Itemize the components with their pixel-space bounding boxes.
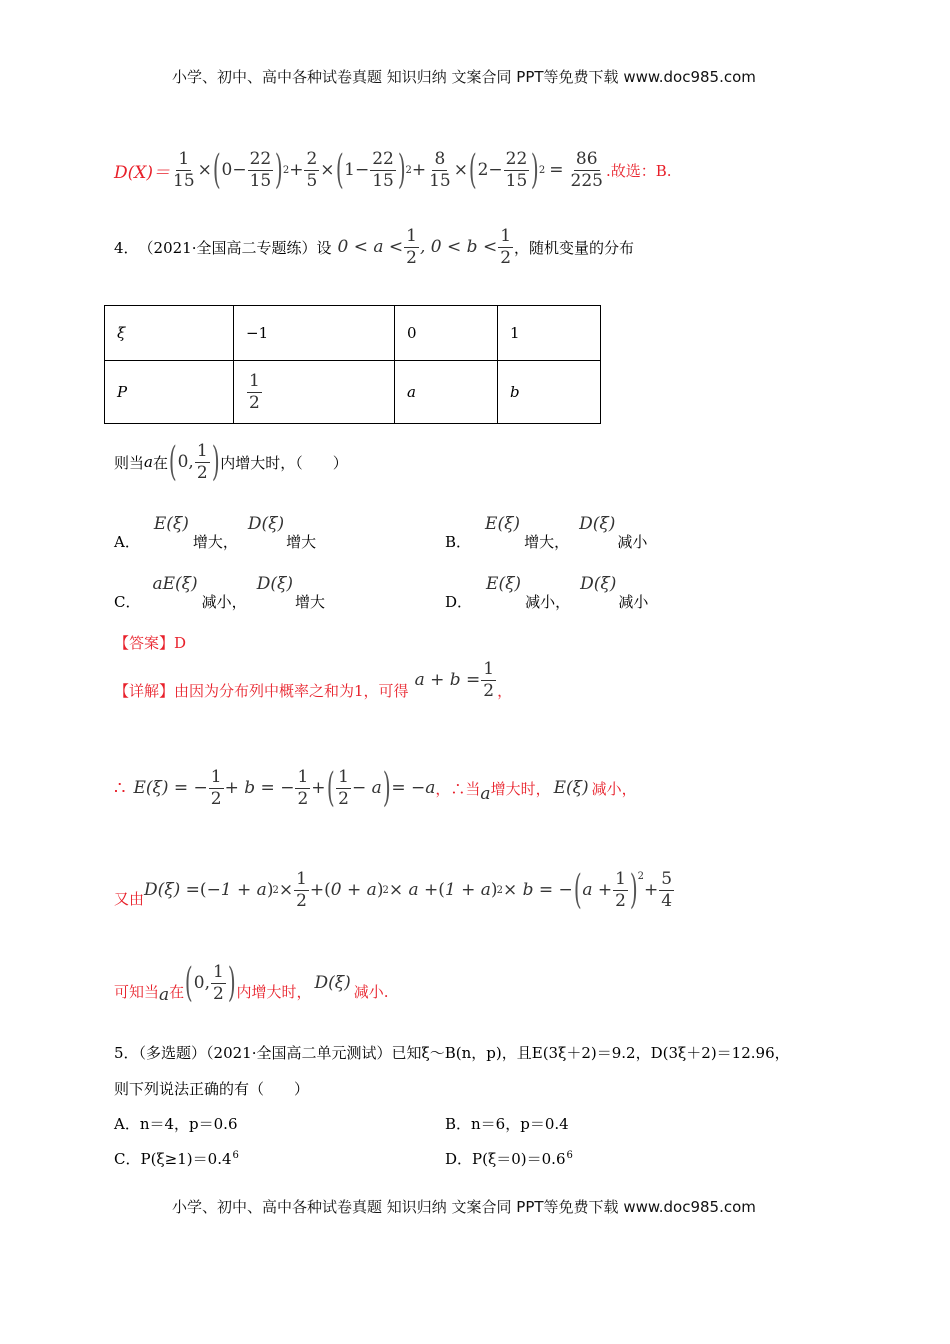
variance-lhs: D(X)＝ [114, 162, 170, 183]
condition-a: 0 < a < [337, 237, 404, 257]
frac-num: 1 [213, 961, 224, 982]
frac-half [336, 766, 351, 809]
var-a: a [144, 453, 153, 471]
answer: 【答案】D [114, 634, 187, 652]
question-number: 4． [114, 238, 139, 257]
eq-part: a + [582, 880, 613, 900]
paren-left: ( [573, 867, 582, 913]
option-label: A． [114, 533, 140, 551]
option-text: 增大 [294, 593, 325, 611]
frac-num: 8 [434, 148, 446, 169]
frac-den: 2 [338, 788, 349, 809]
frac-num: 1 [210, 766, 222, 787]
prev-solution-equation [114, 145, 672, 195]
eq-part: × a + [388, 880, 439, 900]
frac-22-15 [248, 148, 274, 191]
frac-num: 1 [296, 868, 307, 889]
question-source: （2021·全国高二专题练）设 [138, 238, 332, 257]
frac-den: 2 [483, 680, 495, 701]
paren-right: ) [531, 147, 539, 193]
paren-left: ( [212, 147, 221, 193]
frac-den: 2 [196, 462, 208, 483]
condition-b: , 0 < b < [419, 237, 498, 257]
frac-den: 2 [615, 890, 626, 911]
eq-part: D(ξ) = [144, 880, 200, 900]
paren-left: ( [468, 147, 477, 193]
eq-part: = −a [391, 778, 436, 798]
frac-num: 1 [297, 766, 309, 787]
frac-den: 15 [249, 170, 272, 191]
frac-den: 15 [505, 170, 528, 191]
text: 又由 [114, 889, 145, 908]
expectation-derivation [114, 763, 637, 813]
table-cell: 1 [498, 306, 601, 361]
q5-stem-2: 则下列说法正确的有（ ） [114, 1080, 310, 1098]
plus: + [289, 160, 304, 180]
option-text: 减小， [201, 593, 247, 611]
interval-start: 0, [193, 973, 211, 993]
option-label: D． [445, 593, 473, 611]
frac-den: 2 [249, 392, 260, 413]
paren-right: ) [629, 867, 638, 913]
term: 2− [477, 160, 503, 180]
expectation: aE(ξ) [152, 574, 198, 594]
paren-left: ( [185, 960, 193, 1006]
paren-right: ) [382, 765, 391, 811]
frac-den: 4 [661, 890, 673, 911]
punct: ， [497, 681, 513, 700]
frac-num: 1 [483, 658, 495, 679]
frac-22-15 [504, 148, 530, 191]
frac-num: 1 [249, 370, 260, 391]
equals: = [549, 160, 564, 180]
distribution-table [104, 305, 601, 424]
frac-half [294, 868, 309, 911]
frac-num: 86 [575, 148, 598, 169]
eq-part: −1 + a [206, 880, 267, 900]
frac-num: 1 [615, 868, 626, 889]
frac-half [247, 370, 262, 413]
plus: + [411, 160, 427, 180]
frac-num: 5 [661, 868, 673, 889]
frac-half [404, 225, 419, 268]
exponent: 6 [232, 1150, 239, 1161]
frac-den: 15 [173, 170, 195, 191]
expectation: E(ξ) [553, 778, 589, 798]
frac-den: 2 [213, 983, 224, 1004]
term: 0− [221, 160, 247, 180]
option-text: 增大 [286, 533, 317, 551]
frac-86-225 [569, 148, 605, 191]
expectation: E(ξ) [486, 574, 522, 594]
text: 增大时， [490, 779, 551, 798]
table-cell: 0 [395, 306, 498, 361]
frac-2-5 [304, 148, 319, 191]
text: 在 [152, 453, 168, 472]
var-a: a [159, 985, 170, 1005]
paren-right: ) [227, 960, 236, 1006]
option-label: B． [445, 533, 472, 551]
expectation: E(ξ) [485, 514, 521, 534]
text: 内增大时，（ ） [220, 453, 348, 472]
table-cell: P [105, 361, 234, 424]
option-text: 减小 [617, 533, 648, 551]
detail-label: 【详解】 [114, 681, 175, 700]
frac-den: 15 [429, 170, 451, 191]
frac-1-15 [171, 148, 197, 191]
variance: D(ξ) [247, 514, 285, 534]
frac-5-4 [659, 868, 674, 911]
frac-num: 1 [178, 148, 190, 169]
paren-left: ( [168, 439, 177, 485]
table-cell: −1 [234, 306, 395, 361]
q5-option-a[interactable]: A．n＝4，p＝0.6 [114, 1115, 238, 1133]
detail-line [114, 658, 513, 715]
text: 则当 [114, 453, 145, 472]
eq-part: × b = − [502, 880, 573, 900]
eq-part: 0 + a [330, 880, 377, 900]
frac-num: 22 [372, 148, 394, 169]
frac-den: 2 [210, 788, 222, 809]
q5-option-c[interactable] [114, 1148, 239, 1169]
expectation: E(ξ) [153, 514, 189, 534]
table-cell: ξ [105, 306, 234, 361]
option-text: 增大， [192, 533, 238, 551]
frac-22-15 [370, 148, 396, 191]
var-a: a [480, 784, 491, 804]
frac-den: 15 [372, 170, 394, 191]
square-exp: 2 [496, 884, 503, 896]
frac-half [209, 766, 224, 809]
paren-right: ) [397, 147, 406, 193]
q4-question [114, 437, 348, 487]
eq-part: + b = − [224, 778, 295, 798]
option-label: C． [114, 593, 141, 611]
frac-half [211, 961, 226, 1004]
option-text: 减小， [525, 593, 571, 611]
plus: + [643, 880, 659, 900]
eq-part: − a [351, 778, 382, 798]
frac-num: 2 [306, 148, 318, 169]
option-text: D．P(ξ＝0)＝0.6 [445, 1150, 566, 1168]
text: 减小. [353, 982, 389, 1001]
page-header: 小学、初中、高中各种试卷真题 知识归纳 文案合同 PPT等免费下载 www.doc985.com [172, 68, 756, 86]
frac-den: 2 [297, 788, 309, 809]
term: 1− [344, 160, 370, 180]
frac-half [195, 440, 210, 483]
q5-stem: 5．（多选题）（2021·全国高二单元测试）已知ξ～B(n，p)，且E(3ξ＋2)＝9.2，D(3ξ＋2)＝12.96， [114, 1044, 790, 1062]
frac-half [498, 225, 513, 268]
paren-right: ) [275, 147, 283, 193]
times: × [453, 160, 468, 180]
option-c[interactable] [114, 572, 325, 612]
frac-den: 225 [570, 170, 603, 191]
interval-start: 0, [177, 452, 194, 472]
times: × [320, 160, 335, 180]
table-cell: b [498, 361, 601, 424]
frac-num: 1 [406, 225, 417, 246]
option-b[interactable] [445, 512, 647, 552]
frac-num: 22 [249, 148, 272, 169]
frac-half [613, 868, 628, 911]
text: ，∴当 [435, 779, 481, 798]
table-cell [234, 361, 395, 424]
variance: D(ξ) [580, 574, 617, 594]
square-exp: 2 [637, 870, 644, 882]
frac-num: 1 [338, 766, 349, 787]
answer-choice-text: .故选：B. [605, 161, 672, 180]
frac-num: 1 [196, 440, 208, 461]
frac-den: 5 [306, 170, 318, 191]
q5-option-b[interactable]: B．n＝6，p＝0.4 [445, 1115, 569, 1133]
paren-left: ( [326, 765, 335, 811]
square-exp: 2 [272, 884, 279, 896]
variance: D(ξ) [256, 574, 293, 594]
option-text: C．P(ξ≥1)＝0.4 [114, 1150, 232, 1168]
conclusion-line [114, 958, 389, 1008]
variance-derivation: 又由 D(ξ) = ( −1 + a ) 2 × $\frac{1}{2}$ + ( 0 + a ) 2 × a + ( 1 + a ) 2 × b = − ( a + $\frac{1}{2}$ ) 2 + $\frac{5}{4}$ [114, 867, 673, 913]
option-d[interactable] [445, 572, 648, 612]
eq-part: E(ξ) = − [133, 778, 208, 798]
therefore-symbol: ∴ [114, 777, 126, 799]
paren-right: ) [211, 439, 220, 485]
plus: + [311, 778, 326, 798]
detail-text: 由因为分布列中概率之和为1，可得 [174, 681, 409, 700]
frac-8-15 [427, 148, 453, 191]
square-exp: 2 [538, 164, 546, 176]
frac-num: 1 [500, 225, 512, 246]
option-text: 增大， [524, 533, 570, 551]
times: × [197, 160, 212, 180]
text: 内增大时， [236, 982, 312, 1001]
sum-eq: a + b = [414, 670, 481, 690]
text: 在 [169, 982, 185, 1001]
frac-half [295, 766, 310, 809]
option-text: 减小 [618, 593, 649, 611]
table-cell: a [395, 361, 498, 424]
stem-tail: ，随机变量的分布 [514, 238, 635, 257]
option-a[interactable] [114, 512, 316, 552]
table-row [105, 361, 601, 424]
eq-part: 1 + a [444, 880, 491, 900]
square-exp: 2 [282, 164, 290, 176]
frac-num: 22 [505, 148, 528, 169]
text: 可知当 [114, 982, 160, 1001]
square-exp: 2 [405, 164, 412, 176]
frac-den: 2 [296, 890, 307, 911]
exponent: 6 [566, 1150, 573, 1161]
text: 减小， [591, 779, 637, 798]
frac-half [481, 658, 496, 701]
table-row [105, 306, 601, 361]
variance: D(ξ) [314, 973, 351, 993]
frac-den: 2 [500, 247, 512, 268]
square-exp: 2 [382, 884, 389, 896]
frac-den: 2 [406, 247, 417, 268]
q4-stem [114, 222, 634, 272]
paren-left: ( [335, 147, 344, 193]
q5-option-d[interactable] [445, 1148, 573, 1169]
variance: D(ξ) [579, 514, 616, 534]
page-footer: 小学、初中、高中各种试卷真题 知识归纳 文案合同 PPT等免费下载 www.doc985.com [172, 1198, 756, 1216]
